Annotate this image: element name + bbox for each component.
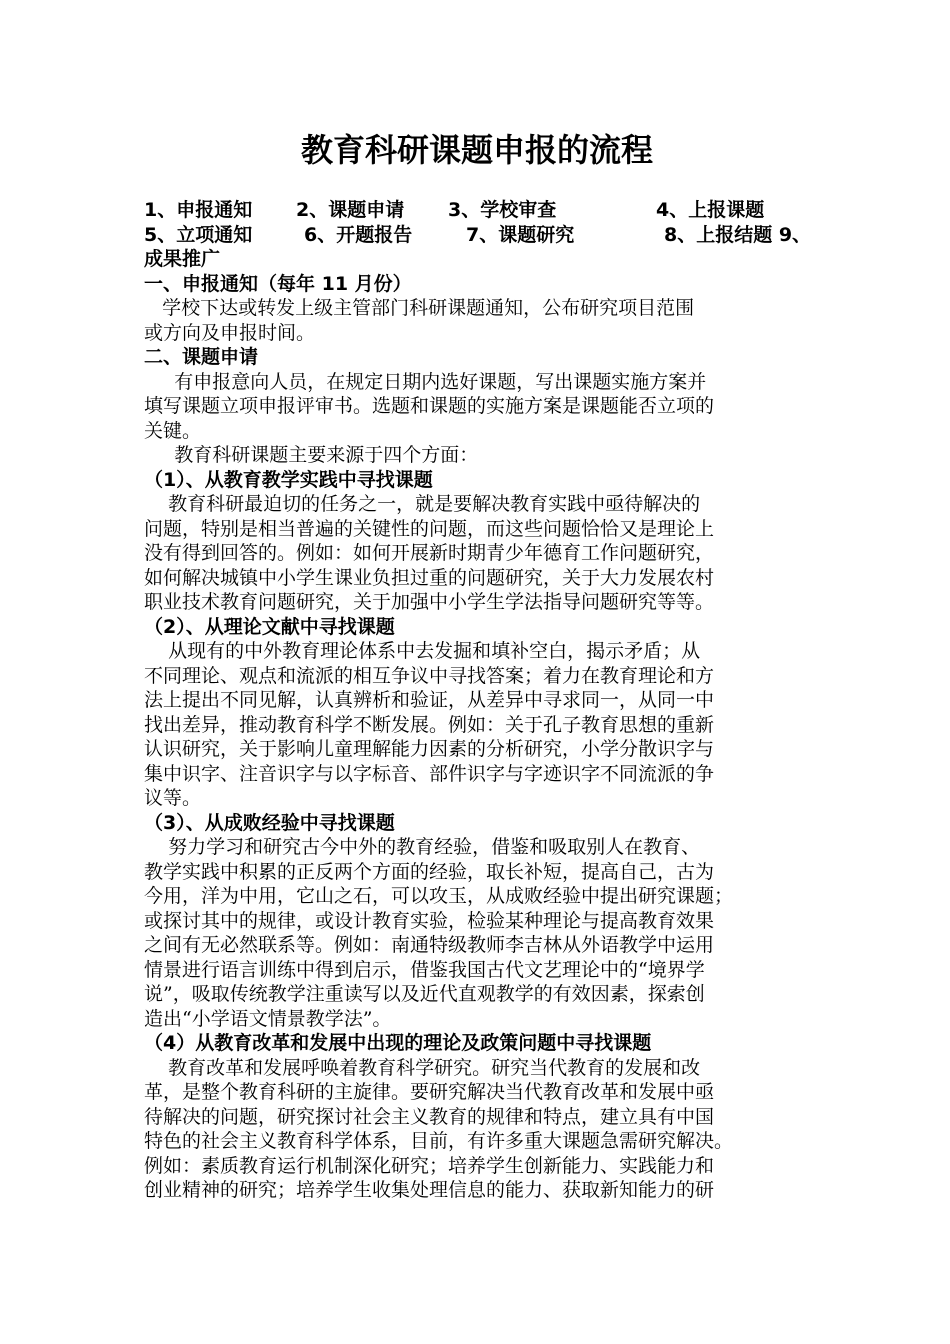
document-body bbox=[144, 198, 810, 1203]
paragraph-line: 法上提出不同见解，认真辨析和验证，从差异中寻求同一，从同一中 bbox=[144, 689, 715, 711]
paragraph-line: 教学实践中积累的正反两个方面的经验，取长补短，提高自己，古为 bbox=[144, 860, 715, 883]
subsection-heading: （1）、从教育教学实践中寻找课题 bbox=[144, 468, 433, 491]
paragraph-line: 找出差异，推动教育科学不断发展。例如：关于孔子教育思想的重新 bbox=[144, 713, 715, 736]
paragraph-line: 教育改革和发展呼唤着教育科学研究。研究当代教育的发展和改 bbox=[144, 1056, 701, 1079]
steps-row-2 bbox=[144, 223, 810, 248]
section-heading: 二、课题申请 bbox=[144, 346, 259, 368]
step-item: 2、课题申请 bbox=[296, 199, 405, 221]
subsection-heading: （3）、从成败经验中寻找课题 bbox=[144, 811, 395, 834]
paragraph-line: 或探讨其中的规律，或设计教育实验，检验某种理论与提高教育效果 bbox=[144, 909, 715, 932]
page-title: 教育科研课题申报的流程 bbox=[300, 131, 653, 169]
paragraph-line: 或方向及申报时间。 bbox=[144, 321, 316, 344]
paragraph-line: 职业技术教育问题研究，关于加强中小学生学法指导问题研究等等。 bbox=[144, 591, 715, 613]
paragraph-line: 议等。 bbox=[144, 787, 202, 809]
step-item: 3、学校审查 bbox=[448, 199, 557, 221]
paragraph-line: 认识研究，关于影响儿童理解能力因素的分析研究，小学分散识字与 bbox=[144, 738, 715, 760]
steps-row-3: 成果推广 bbox=[144, 248, 221, 270]
steps-row-1 bbox=[144, 198, 810, 223]
paragraph-line: 努力学习和研究古今中外的教育经验，借鉴和吸取别人在教育、 bbox=[144, 836, 701, 858]
paragraph-line: 有申报意向人员，在规定日期内选好课题，写出课题实施方案并 bbox=[144, 370, 707, 393]
step-item: 8、上报结题 9、 bbox=[664, 223, 812, 246]
paragraph-line: 学校下达或转发上级主管部门科研课题通知，公布研究项目范围 bbox=[144, 297, 695, 319]
subsection-heading: （4）从教育改革和发展中出现的理论及政策问题中寻找课题 bbox=[144, 1032, 652, 1054]
paragraph-line: 今用，洋为中用，它山之石，可以攻玉，从成败经验中提出研究课题； bbox=[144, 885, 734, 907]
paragraph-line: 情景进行语言训练中得到启示，借鉴我国古代文艺理论中的“境界学 bbox=[144, 958, 705, 981]
paragraph-line: 创业精神的研究；培养学生收集处理信息的能力、获取新知能力的研 bbox=[144, 1179, 715, 1201]
paragraph-line: 关键。 bbox=[144, 419, 202, 442]
paragraph-line: 问题，特别是相当普遍的关键性的问题，而这些问题恰恰又是理论上 bbox=[144, 517, 715, 540]
paragraph-line: 不同理论、观点和流派的相互争议中寻找答案；着力在教育理论和方 bbox=[144, 664, 715, 687]
step-item: 5、立项通知 bbox=[144, 223, 253, 246]
paragraph-line: 革，是整个教育科研的主旋律。要研究解决当代教育改革和发展中亟 bbox=[144, 1081, 715, 1103]
step-item: 4、上报课题 bbox=[656, 199, 765, 221]
step-item: 1、申报通知 bbox=[144, 199, 253, 221]
paragraph-line: 说”，吸取传统教学注重读写以及近代直观教学的有效因素，探索创 bbox=[144, 983, 705, 1005]
subsection-heading: （2）、从理论文献中寻找课题 bbox=[144, 615, 395, 638]
paragraph-line: 填写课题立项申报评审书。选题和课题的实施方案是课题能否立项的 bbox=[144, 395, 715, 417]
paragraph-line: 特色的社会主义教育科学体系，目前，有许多重大课题急需研究解决。 bbox=[144, 1130, 734, 1152]
paragraph-line: 例如：素质教育运行机制深化研究；培养学生创新能力、实践能力和 bbox=[144, 1154, 715, 1177]
step-item: 7、课题研究 bbox=[466, 223, 575, 246]
paragraph-line: 教育科研课题主要来源于四个方面： bbox=[144, 444, 479, 466]
paragraph-line: 之间有无必然联系等。例如：南通特级教师李吉林从外语教学中运用 bbox=[144, 934, 715, 956]
paragraph-line: 从现有的中外教育理论体系中去发掘和填补空白，揭示矛盾；从 bbox=[144, 640, 701, 662]
paragraph-line: 教育科研最迫切的任务之一，就是要解决教育实践中亟待解决的 bbox=[144, 493, 701, 515]
paragraph-line: 集中识字、注音识字与以字标音、部件识字与字迹识字不同流派的争 bbox=[144, 762, 715, 785]
step-item: 6、开题报告 bbox=[304, 223, 413, 246]
paragraph-line: 没有得到回答的。例如：如何开展新时期青少年德育工作问题研究， bbox=[144, 542, 715, 564]
paragraph-line: 待解决的问题，研究探讨社会主义教育的规律和特点，建立具有中国 bbox=[144, 1105, 715, 1128]
section-heading: 一、申报通知（每年 11 月份） bbox=[144, 272, 412, 295]
paragraph-line: 造出“小学语文情景教学法”。 bbox=[144, 1007, 392, 1030]
paragraph-line: 如何解决城镇中小学生课业负担过重的问题研究，关于大力发展农村 bbox=[144, 566, 715, 589]
